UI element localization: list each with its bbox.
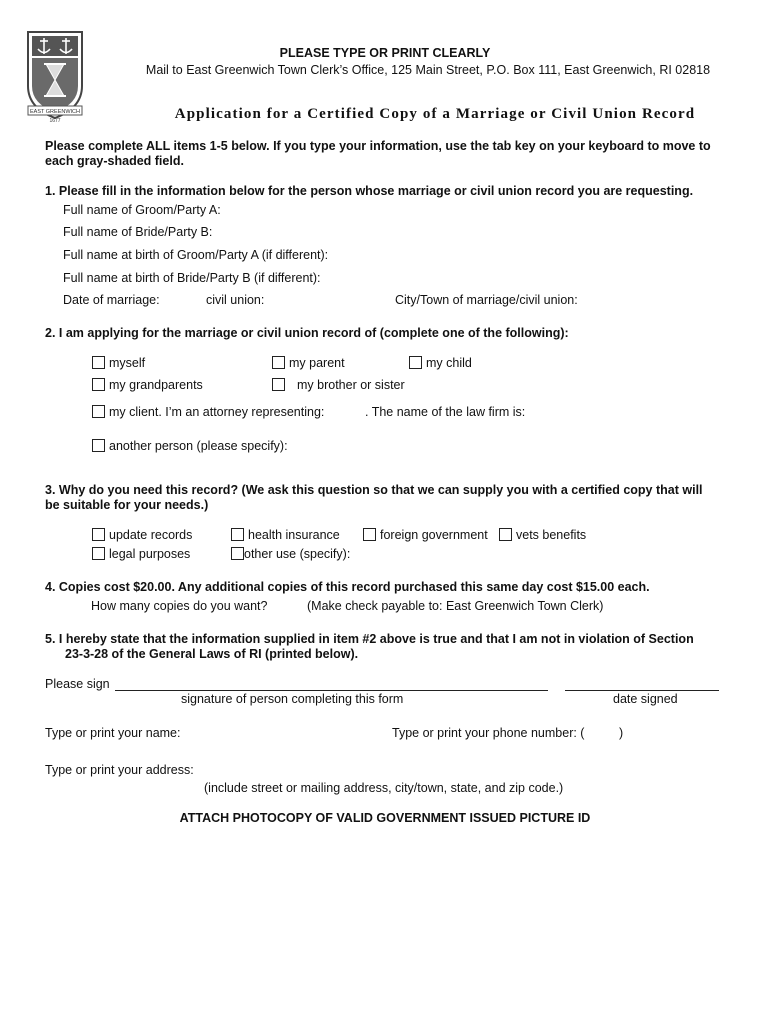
- law-firm-label: . The name of the law firm is:: [365, 405, 526, 419]
- header-instruction: PLEASE TYPE OR PRINT CLEARLY: [279, 46, 491, 60]
- another-person-label: another person (please specify):: [109, 439, 288, 453]
- date-of-marriage-label: Date of marriage:: [63, 293, 160, 307]
- seal-text-year: 1677: [49, 118, 61, 124]
- town-seal-logo: [24, 28, 86, 124]
- how-many-copies-label: How many copies do you want?: [91, 599, 268, 613]
- signature-caption: signature of person completing this form: [181, 692, 404, 706]
- foreign-government-checkbox[interactable]: [363, 528, 376, 541]
- section-4-heading: 4. Copies cost $20.00. Any additional copies of this record purchased this same day cost $15.00 each.: [45, 580, 650, 594]
- city-town-label: City/Town of marriage/civil union:: [395, 293, 578, 307]
- section-3-heading-line-2: be suitable for your needs.): [45, 498, 209, 512]
- civil-union-label: civil union:: [206, 293, 265, 307]
- intro-line-1: Please complete ALL items 1-5 below. If you type your information, use the tab key on your keyboard to move to: [45, 139, 711, 153]
- form-title: Application for a Certified Copy of a Marriage or Civil Union Record: [174, 106, 696, 122]
- please-sign-label: Please sign: [45, 677, 110, 691]
- my-child-label: my child: [426, 356, 472, 370]
- seal-text-top: EAST GREENWICH: [29, 109, 81, 115]
- section-5-heading-line-2: 23-3-28 of the General Laws of RI (printed below).: [65, 647, 359, 661]
- another-person-checkbox[interactable]: [92, 439, 105, 452]
- health-insurance-label: health insurance: [248, 528, 340, 542]
- foreign-government-label: foreign government: [380, 528, 488, 542]
- section-3-heading-line-1: 3. Why do you need this record? (We ask this question so that we can supply you with a certified copy that will: [45, 483, 703, 497]
- myself-checkbox[interactable]: [92, 356, 105, 369]
- bride-name-label: Full name of Bride/Party B:: [63, 225, 213, 239]
- intro-line-2: each gray-shaded field.: [45, 154, 184, 168]
- address-hint: (include street or mailing address, city/town, state, and zip code.): [204, 781, 564, 795]
- legal-purposes-label: legal purposes: [109, 547, 191, 561]
- my-brother-sister-checkbox[interactable]: [272, 378, 285, 391]
- update-records-label: update records: [109, 528, 193, 542]
- my-grandparents-checkbox[interactable]: [92, 378, 105, 391]
- my-grandparents-label: my grandparents: [109, 378, 203, 392]
- footer-attach-id: ATTACH PHOTOCOPY OF VALID GOVERNMENT ISSUED PICTURE ID: [179, 811, 591, 825]
- vets-benefits-checkbox[interactable]: [499, 528, 512, 541]
- phone-label: Type or print your phone number: (: [392, 726, 585, 740]
- my-brother-sister-label: my brother or sister: [297, 378, 405, 392]
- my-parent-checkbox[interactable]: [272, 356, 285, 369]
- update-records-checkbox[interactable]: [92, 528, 105, 541]
- myself-label: myself: [109, 356, 146, 370]
- check-payable-note: (Make check payable to: East Greenwich Town Clerk): [307, 599, 604, 613]
- vets-benefits-label: vets benefits: [516, 528, 587, 542]
- my-child-checkbox[interactable]: [409, 356, 422, 369]
- my-parent-label: my parent: [289, 356, 345, 370]
- my-client-checkbox[interactable]: [92, 405, 105, 418]
- section-1-heading: 1. Please fill in the information below for the person whose marriage or civil union record you are requesting.: [45, 184, 694, 198]
- my-client-label: my client. I’m an attorney representing:: [109, 405, 325, 419]
- groom-birth-name-label: Full name at birth of Groom/Party A (if different):: [63, 248, 329, 262]
- header-mail-to: Mail to East Greenwich Town Clerk’s Office, 125 Main Street, P.O. Box 111, East Greenwich, RI 02818: [145, 63, 711, 77]
- bride-birth-name-label: Full name at birth of Bride/Party B (if different):: [63, 271, 321, 285]
- date-signed-line[interactable]: [565, 690, 719, 691]
- your-address-label: Type or print your address:: [45, 763, 194, 777]
- signature-line[interactable]: [115, 690, 548, 691]
- section-2-heading: 2. I am applying for the marriage or civil union record of (complete one of the following):: [45, 326, 569, 340]
- your-name-label: Type or print your name:: [45, 726, 181, 740]
- section-5-heading-line-1: 5. I hereby state that the information supplied in item #2 above is true and that I am not in violation of Section: [45, 632, 694, 646]
- groom-name-label: Full name of Groom/Party A:: [63, 203, 221, 217]
- phone-close-paren: ): [619, 726, 624, 740]
- other-use-label: other use (specify):: [244, 547, 351, 561]
- legal-purposes-checkbox[interactable]: [92, 547, 105, 560]
- other-use-checkbox[interactable]: [231, 547, 244, 560]
- date-signed-caption: date signed: [613, 692, 678, 706]
- health-insurance-checkbox[interactable]: [231, 528, 244, 541]
